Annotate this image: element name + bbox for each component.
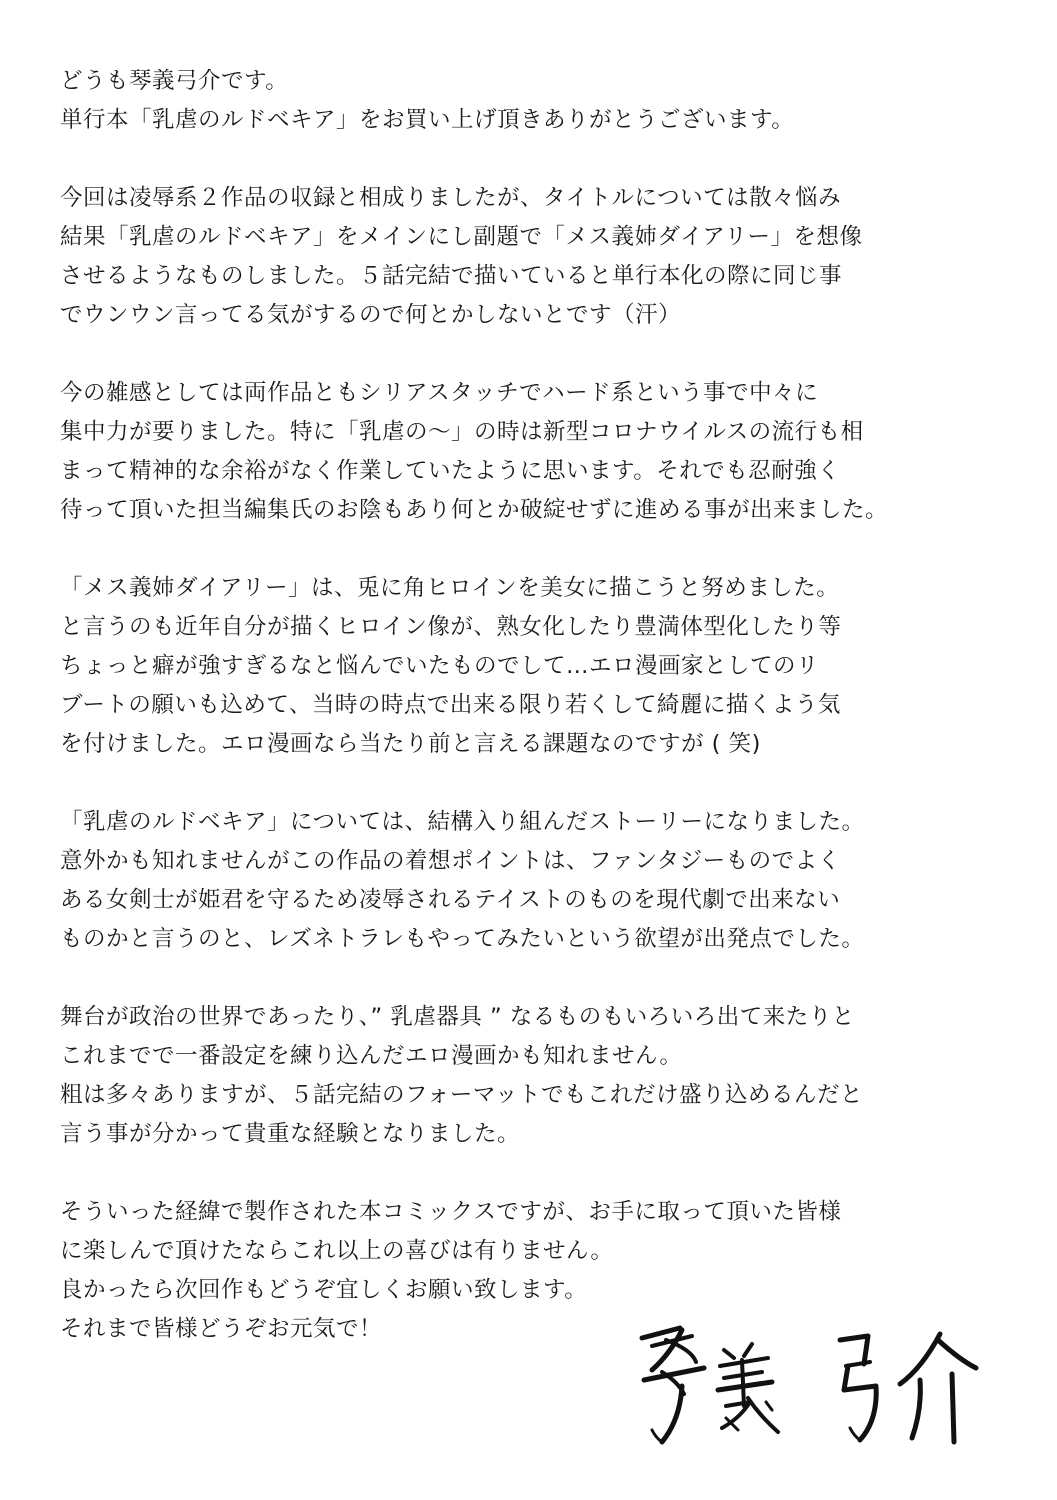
signature-drawing xyxy=(622,1310,992,1460)
text-line: 「メス義姉ダイアリー」は、兎に角ヒロインを美女に描こうと努めました。 xyxy=(60,575,840,601)
text-line: ものかと言うのと、レズネトラレもやってみたいという欲望が出発点でした。 xyxy=(60,926,865,952)
text-line: これまでで一番設定を練り込んだエロ漫画かも知れません。 xyxy=(60,1043,683,1069)
text-line: 結果「乳虐のルドベキア」をメインにし副題で「メス義姉ダイアリー」を想像 xyxy=(60,224,863,250)
paragraph-setting xyxy=(60,998,960,1154)
paragraph-title-choice xyxy=(60,179,960,335)
text-line: それまで皆様どうぞお元気で！ xyxy=(60,1316,383,1342)
text-line: させるようなものしました。５話完結で描いていると単行本化の際に同じ事 xyxy=(60,263,843,289)
text-line: 今の雑感としては両作品ともシリアスタッチでハード系という事で中々に xyxy=(60,380,819,406)
text-line: 良かったら次回作もどうぞ宜しくお願い致します。 xyxy=(60,1277,588,1303)
text-line: 粗は多々ありますが、５話完結のフォーマットでもこれだけ盛り込めるんだと xyxy=(60,1082,863,1108)
text-line: ちょっと癖が強すぎるなと悩んでいたものでして…エロ漫画家としてのリ xyxy=(60,653,820,679)
text-line: どうも琴義弓介です。 xyxy=(60,68,289,94)
text-line: を付けました。エロ漫画なら当たり前と言える課題なのですが ( 笑) xyxy=(60,731,761,757)
paragraph-impressions xyxy=(60,374,960,530)
text-line: まって精神的な余裕がなく作業していたように思います。それでも忍耐強く xyxy=(60,458,841,484)
text-line: 意外かも知れませんがこの作品の着想ポイントは、ファンタジーものでよく xyxy=(60,848,841,874)
paragraph-gap xyxy=(60,335,960,374)
text-line: でウンウン言ってる気がするので何とかしないとです（汗） xyxy=(60,302,682,328)
text-line: 集中力が要りました。特に「乳虐の〜」の時は新型コロナウイルスの流行も相 xyxy=(60,419,864,445)
text-line: と言うのも近年自分が描くヒロイン像が、熟女化したり豊満体型化したり等 xyxy=(60,614,842,640)
text-line: ブートの願いも込めて、当時の時点で出来る限り若くして綺麗に描くよう気 xyxy=(60,692,841,718)
paragraph-gap xyxy=(60,530,960,569)
text-line: 単行本「乳虐のルドベキア」をお買い上げ頂きありがとうございます。 xyxy=(60,107,795,133)
paragraph-gap xyxy=(60,764,960,803)
paragraph-gap xyxy=(60,1154,960,1193)
paragraph-rudbeckia xyxy=(60,803,960,959)
text-line: 言う事が分かって貴重な経験となりました。 xyxy=(60,1121,521,1147)
signature-strokes xyxy=(642,1328,976,1442)
text-line: 「乳虐のルドベキア」については、結構入り組んだストーリーになりました。 xyxy=(60,809,865,835)
text-line: そういった経緯で製作された本コミックスですが、お手に取って頂いた皆様 xyxy=(60,1199,842,1225)
text-line: 今回は凌辱系２作品の収録と相成りましたが、タイトルについては散々悩み xyxy=(60,185,842,211)
paragraph-diary xyxy=(60,569,960,764)
paragraph-gap xyxy=(60,959,960,998)
text-line: 待って頂いた担当編集氏のお陰もあり何とか破綻せずに進める事が出来ました。 xyxy=(60,497,889,523)
paragraph-gap xyxy=(60,140,960,179)
text-line: ある女剣士が姫君を守るため凌辱されるテイストのものを現代劇で出来ない xyxy=(60,887,841,913)
afterword-text xyxy=(60,62,960,1349)
text-line: に楽しんで頂けたならこれ以上の喜びは有りません。 xyxy=(60,1238,614,1264)
author-signature xyxy=(622,1310,992,1460)
paragraph-greeting xyxy=(60,62,960,140)
text-line: 舞台が政治の世界であったり、” 乳虐器具 ” なるものもいろいろ出て来たりと xyxy=(60,1004,855,1030)
